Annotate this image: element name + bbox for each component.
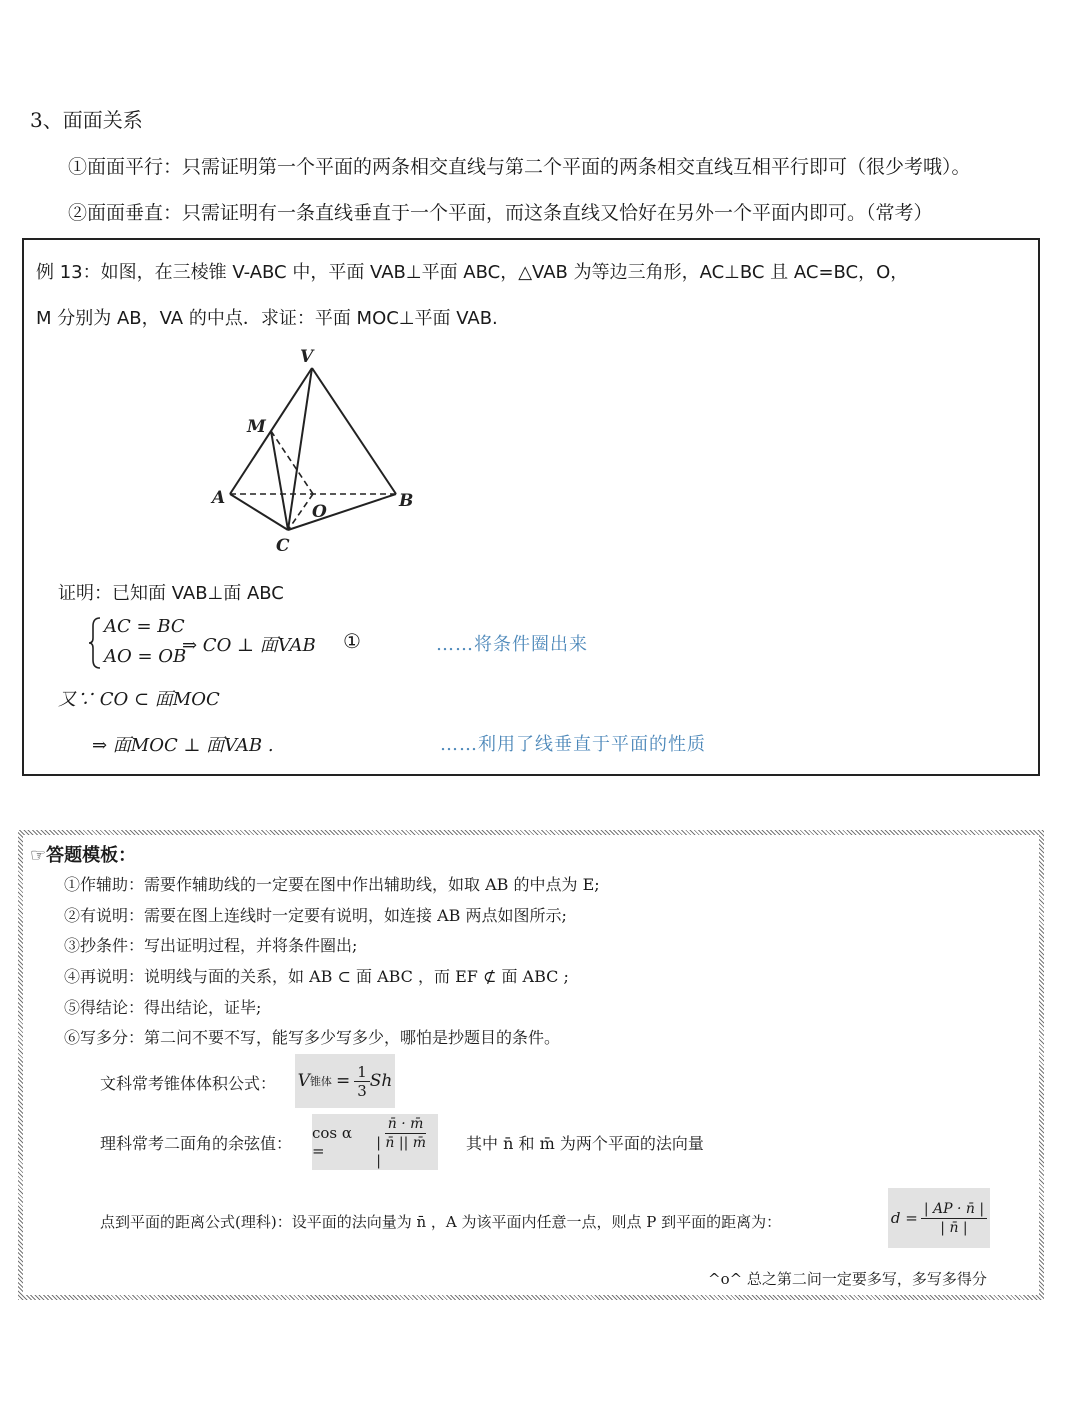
volume-lhs: V [297, 1071, 310, 1091]
cos-den: | n̄ || m̄ | [376, 1134, 427, 1169]
volume-formula [295, 1054, 395, 1108]
circle-mark-1: ① [343, 629, 361, 653]
conclusion-line: ⇒ 面MOC ⊥ 面VAB . [92, 735, 274, 756]
edge-vc [288, 368, 312, 530]
edge-mc [271, 431, 288, 530]
condition-ao-ob: AO = OB [104, 646, 187, 667]
cos-formula [312, 1114, 438, 1170]
cos-lhs: cos α = [312, 1124, 353, 1160]
volume-rhs: Sh [369, 1071, 393, 1091]
because-line: 又∵ CO ⊂ 面MOC [58, 689, 220, 710]
label-v: V [300, 347, 314, 367]
parallel-rule: ①面面平行：只需证明第一个平面的两条相交直线与第二个平面的两条相交直线互相平行即可（很少考哦）。 [68, 156, 971, 178]
example-line-1: 例 13：如图，在三棱锥 V-ABC 中，平面 VAB⊥平面 ABC，△VAB 为等边三角形，AC⊥BC 且 AC=BC，O， [36, 262, 909, 283]
template-item-1: ①作辅助：需要作辅助线的一定要在图中作出辅助线，如取 AB 的中点为 E; [64, 875, 600, 894]
label-o: O [312, 502, 327, 522]
cos-note: 其中 n̄ 和 m̄ 为两个平面的法向量 [466, 1134, 704, 1153]
distance-num: | AP · n̄ | [921, 1200, 987, 1219]
proof-intro: 证明：已知面 VAB⊥面 ABC [58, 583, 284, 604]
volume-den: 3 [357, 1081, 367, 1100]
template-title: ☞答题模板： [30, 845, 137, 866]
example-line-2: M 分别为 AB，VA 的中点．求证：平面 MOC⊥平面 VAB. [36, 308, 498, 329]
note-circle-conditions: ……将条件圈出来 [436, 634, 588, 655]
template-item-2: ②有说明：需要在图上连线时一定要有说明，如连接 AB 两点如图所示; [64, 906, 567, 925]
template-item-5: ⑤得结论：得出结论，证毕; [64, 998, 262, 1017]
label-m: M [247, 417, 266, 437]
distance-den: | n̄ | [940, 1219, 968, 1236]
distance-lhs: d = [890, 1209, 918, 1227]
template-item-3: ③抄条件：写出证明过程，并将条件圈出; [64, 936, 358, 955]
template-footer: ^o^ 总之第二问一定要多写，多写多得分 [708, 1270, 987, 1288]
section-title: 3、面面关系 [30, 108, 143, 132]
edge-vb [312, 368, 396, 494]
label-c: C [276, 536, 290, 556]
note-perp-property: ……利用了线垂直于平面的性质 [440, 734, 706, 755]
distance-formula [888, 1188, 990, 1248]
cos-label: 理科常考二面角的余弦值： [100, 1134, 293, 1153]
edge-ac [230, 494, 288, 530]
brace-icon [88, 616, 102, 670]
condition-ac-bc: AC = BC [104, 616, 185, 637]
implies-co-perp: ⇒ CO ⊥ 面VAB [182, 635, 316, 656]
label-b: B [399, 491, 414, 511]
template-item-4: ④再说明：说明线与面的关系，如 AB ⊂ 面 ABC ，而 EF ⊄ 面 ABC ; [64, 967, 569, 986]
volume-sub: 锥体 [309, 1075, 332, 1088]
label-a: A [212, 488, 226, 508]
perpendicular-rule: ②面面垂直：只需证明有一条直线垂直于一个平面，而这条直线又恰好在另外一个平面内即可。（常考） [68, 202, 933, 224]
cos-num: n̄ · m̄ [385, 1115, 427, 1134]
volume-num: 1 [354, 1063, 370, 1082]
volume-eq: = [335, 1071, 351, 1091]
template-item-6: ⑥写多分：第二问不要不写，能写多少写多少，哪怕是抄题目的条件。 [64, 1028, 561, 1047]
edge-bc [288, 494, 396, 530]
pyramid-figure [200, 340, 440, 560]
distance-label: 点到平面的距离公式(理科)：设平面的法向量为 n̄ ，A 为该平面内任意一点，则点 P 到平面的距离为： [100, 1213, 782, 1231]
volume-label: 文科常考锥体体积公式： [100, 1074, 277, 1093]
